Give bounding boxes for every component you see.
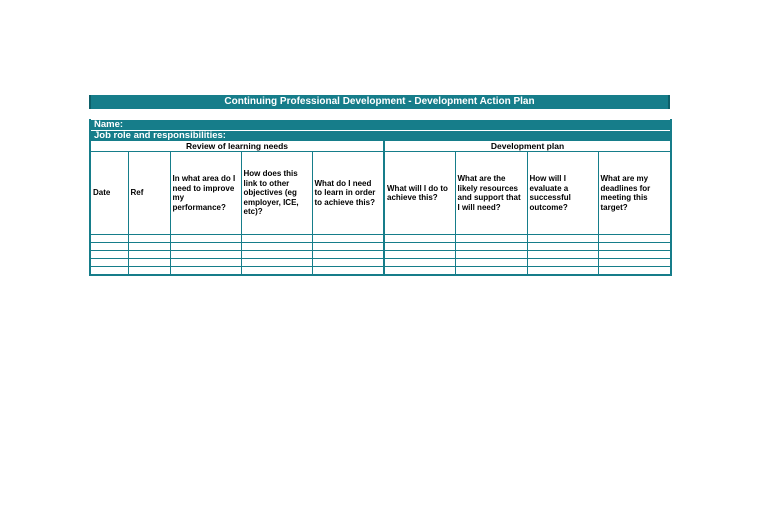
- job-role-label[interactable]: Job role and responsibilities:: [90, 131, 671, 142]
- cell[interactable]: [170, 259, 241, 267]
- cell[interactable]: [241, 259, 312, 267]
- cell[interactable]: [128, 243, 170, 251]
- cell[interactable]: [90, 259, 128, 267]
- cell[interactable]: [90, 267, 128, 276]
- cell[interactable]: [128, 267, 170, 276]
- cell[interactable]: [455, 243, 527, 251]
- col-objective-link: How does this link to other objectives (eg employer, ICE, etc)?: [241, 152, 312, 235]
- table-row: [90, 243, 671, 251]
- name-label[interactable]: Name:: [90, 120, 671, 131]
- section-header-row: [90, 142, 671, 152]
- review-section-header: Review of learning needs: [90, 142, 384, 152]
- cell[interactable]: [384, 267, 455, 276]
- cell[interactable]: [598, 259, 671, 267]
- cell[interactable]: [455, 251, 527, 259]
- col-ref: Ref: [128, 152, 170, 235]
- table-row: [90, 235, 671, 243]
- col-date: Date: [90, 152, 128, 235]
- cell[interactable]: [241, 267, 312, 276]
- cell[interactable]: [527, 243, 598, 251]
- col-learning-need: What do I need to learn in order to achieve this?: [312, 152, 384, 235]
- cell[interactable]: [455, 267, 527, 276]
- cell[interactable]: [128, 235, 170, 243]
- col-evaluation: How will I evaluate a successful outcome?: [527, 152, 598, 235]
- cell[interactable]: [527, 235, 598, 243]
- action-plan-table: [89, 119, 672, 276]
- cell[interactable]: [128, 251, 170, 259]
- cell[interactable]: [527, 267, 598, 276]
- table-row: [90, 267, 671, 276]
- column-header-row: [90, 152, 671, 235]
- cell[interactable]: [90, 235, 128, 243]
- cell[interactable]: [128, 259, 170, 267]
- plan-section-header: Development plan: [384, 142, 671, 152]
- cell[interactable]: [90, 251, 128, 259]
- cell[interactable]: [598, 251, 671, 259]
- col-improve-area: In what area do I need to improve my performance?: [170, 152, 241, 235]
- col-resources: What are the likely resources and support that I will need?: [455, 152, 527, 235]
- cell[interactable]: [312, 267, 384, 276]
- document-title: Continuing Professional Development - Development Action Plan: [89, 95, 670, 109]
- cell[interactable]: [90, 243, 128, 251]
- table-row: [90, 251, 671, 259]
- cell[interactable]: [527, 259, 598, 267]
- cell[interactable]: [241, 251, 312, 259]
- cell[interactable]: [455, 235, 527, 243]
- cell[interactable]: [312, 243, 384, 251]
- cell[interactable]: [384, 235, 455, 243]
- cell[interactable]: [384, 243, 455, 251]
- cell[interactable]: [312, 251, 384, 259]
- cell[interactable]: [312, 235, 384, 243]
- cell[interactable]: [598, 243, 671, 251]
- cell[interactable]: [241, 243, 312, 251]
- cell[interactable]: [384, 259, 455, 267]
- cell[interactable]: [170, 251, 241, 259]
- cell[interactable]: [312, 259, 384, 267]
- cell[interactable]: [170, 235, 241, 243]
- cell[interactable]: [598, 267, 671, 276]
- name-row: [90, 120, 671, 131]
- cell[interactable]: [384, 251, 455, 259]
- cell[interactable]: [170, 243, 241, 251]
- col-deadlines: What are my deadlines for meeting this target?: [598, 152, 671, 235]
- cell[interactable]: [527, 251, 598, 259]
- cell[interactable]: [241, 235, 312, 243]
- job-role-row: [90, 131, 671, 142]
- cell[interactable]: [455, 259, 527, 267]
- col-actions: What will I do to achieve this?: [384, 152, 455, 235]
- cell[interactable]: [170, 267, 241, 276]
- cell[interactable]: [598, 235, 671, 243]
- table-row: [90, 259, 671, 267]
